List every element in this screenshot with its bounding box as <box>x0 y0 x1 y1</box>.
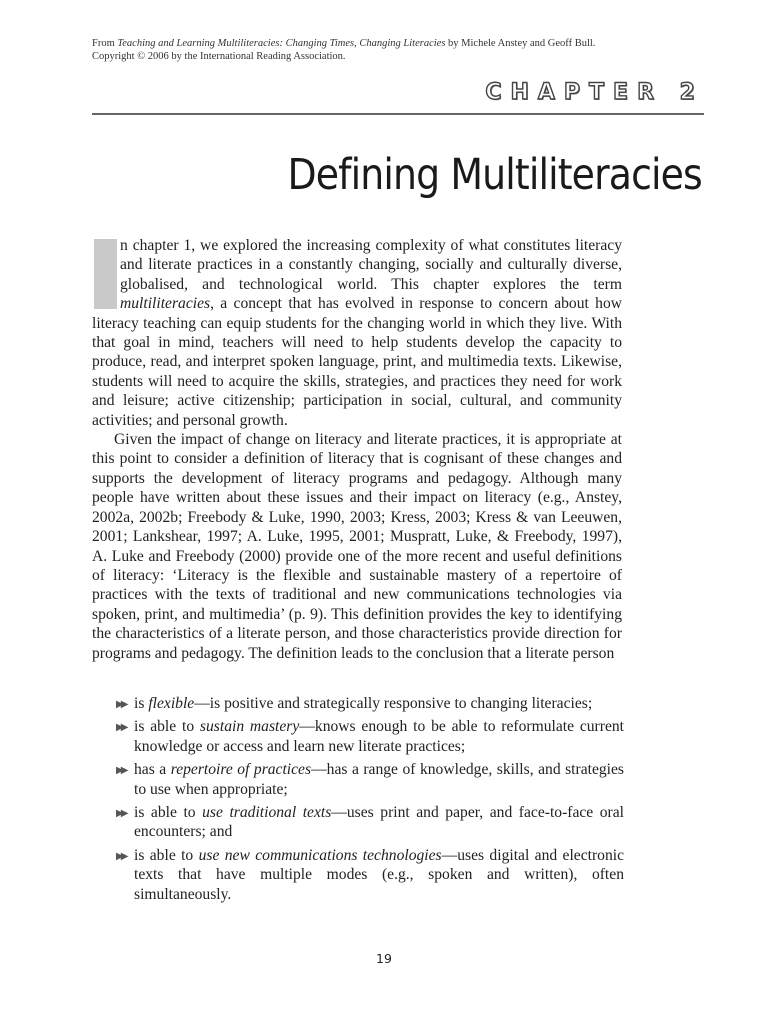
page-title: Defining Multiliteracies <box>287 150 702 200</box>
source-book-title: Teaching and Learning Multiliteracies: Changing Times, Changing Literacies <box>117 38 446 49</box>
list-item-post: —is positive and strategically responsive to changing literacies; <box>194 695 593 712</box>
list-item-pre: is able to <box>134 804 203 822</box>
source-citation <box>92 37 712 63</box>
double-arrow-right-icon: ▶▶ <box>116 722 126 734</box>
double-arrow-right-icon: ▶▶ <box>116 808 126 820</box>
double-arrow-right-icon: ▶▶ <box>116 850 126 862</box>
list-item-post: —has a range of knowledge, skills, and strategies to use when appropriate; <box>134 761 624 798</box>
list-item-post: —uses digital and electronic texts that have multiple modes (e.g., spoken and written), often simultaneously. <box>134 846 624 903</box>
list-item <box>116 760 624 799</box>
header-rule <box>92 113 704 115</box>
list-item-term: use traditional texts <box>202 804 332 822</box>
list-item <box>116 694 624 713</box>
paragraph-2: Given the impact of change on literacy and literate practices, it is appropriate at this point to consider a definition of literacy that is cognisant of these changes and supports the development of literacy programs and pedagogy. Although many people have written about these issues and their impact on literacy (e.g., Anstey, 2002a, 2002b; Freebody & Luke, 1990, 2003; Kress, 2003; Kress & van Leeuwen, 2001; Lankshear, 1997; A. Luke, 1995, 2001; Muspratt, Luke, & Freebody, 1997), A. Luke and Freebody (2000) provide one of the more recent and useful definitions of literacy: ‘Literacy is the flexible and sustainable mastery of a repertoire of practices with the texts of traditional and new communications technologies via spoken, print, and multimedia’ (p. 9). This definition provides the key to identifying the characteristics of a literate person, and those characteristics provide direction for programs and pedagogy. The definition leads to the conclusion that a literate person <box>92 431 622 662</box>
list-item-term: use new communications technologies <box>198 846 442 864</box>
list-item-pre: has a <box>134 761 171 779</box>
source-authors: by Michele Anstey and Geoff Bull. <box>445 38 596 49</box>
characteristics-list <box>116 694 624 908</box>
list-item-post: —uses print and paper, and face-to-face oral encounters; and <box>134 804 625 841</box>
list-item-pre: is able to <box>134 718 200 736</box>
list-item-pre: is <box>134 695 149 712</box>
paragraph-1-before: n chapter 1, we explored the increasing complexity of what constitutes literacy and literate practices in a constantly changing, socially and culturally diverse, globalised, and technological world. This chapter explores the term <box>120 237 622 293</box>
source-copyright: Copyright © 2006 by the International Reading Association. <box>92 51 346 62</box>
page-number: 19 <box>376 951 392 966</box>
list-item-post: —knows enough to be able to reformulate current knowledge or access and learn new literate practices; <box>134 718 624 755</box>
list-item <box>116 846 624 904</box>
source-from: From <box>92 38 118 49</box>
chapter-label: CHAPTER 2 <box>485 80 704 105</box>
body-text <box>92 236 622 663</box>
list-item-term: repertoire of practices <box>170 761 312 779</box>
paragraph-1 <box>92 236 622 430</box>
list-item-term: sustain mastery <box>199 718 300 736</box>
list-item <box>116 803 624 842</box>
list-item-term: flexible <box>148 695 195 712</box>
paragraph-1-after: , a concept that has evolved in response to concern about how literacy teaching can equip students for the changing world in which they live. With that goal in mind, teachers will need to help students develop the capacity to produce, read, and interpret spoken language, print, and multimedia texts. Likewise, students will need to acquire the skills, strategies, and practices they need for work and leisure; active citizenship; participation in social, cultural, and community activities; and personal growth. <box>92 295 622 429</box>
double-arrow-right-icon: ▶▶ <box>116 765 126 777</box>
list-item-pre: is able to <box>134 846 199 864</box>
paragraph-1-term: multiliteracies <box>120 295 211 313</box>
double-arrow-right-icon: ▶▶ <box>116 699 126 710</box>
list-item <box>116 717 624 756</box>
